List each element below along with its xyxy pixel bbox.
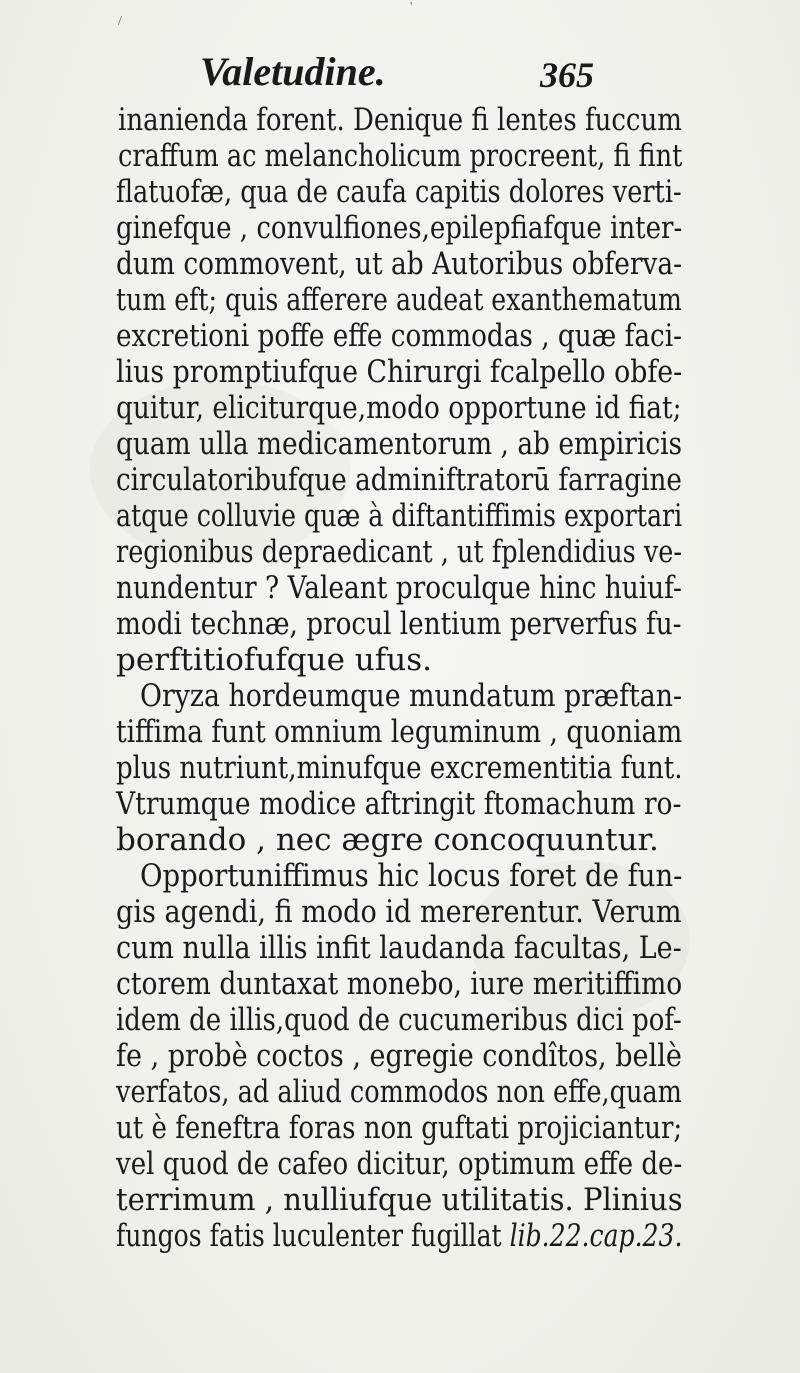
text-line: Vtrumque modice aftringit ftomachum ro- [116,786,682,822]
citation: lib.22.cap.23. [509,1218,683,1254]
text-line: lius promptiufque Chirurgi fcalpello obfe- [116,354,683,390]
text-line: inanienda forent. Denique fi lentes fuccum [118,102,682,138]
text-line: terrimum , nulliufque utilitatis. Plinius [116,1182,683,1218]
text-line: circulatoribufque adminiftratorū farragine [116,462,682,498]
text-line: dum commovent, ut ab Autoribus obferva- [116,246,683,282]
text-line: tiffima funt omnium leguminum , quoniam [116,714,683,750]
text-line: cum nulla illis infit laudanda facultas, Le- [116,930,682,966]
text-line: borando , nec ægre concoquuntur. [116,822,659,858]
text-line: gis agendi, fi modo id mererentur. Verum [116,894,682,930]
text-line: idem de illis,quod de cucumeribus dici pof- [116,1002,682,1038]
text-line: atque colluvie quæ à diftantiffimis exportari [116,498,683,534]
text-line: quam ulla medicamentorum , ab empiricis [116,426,683,462]
text-line: Opportuniffimus hic locus foret de fun- [140,858,683,894]
text-line: fe , probè coctos , egregie condîtos, bellè [116,1038,682,1074]
text-line: quitur, eliciturque,modo opportune id fiat; [116,390,682,426]
text-line: Oryza hordeumque mundatum præftan- [140,678,683,714]
top-tick-mark: ' [410,0,413,15]
page-number: 365 [540,55,594,95]
text-line: nundentur ? Valeant proculque hinc huiuf- [116,570,682,606]
text-line: excretioni poffe effe commodas , quæ faci- [116,318,682,354]
text-line: ginefque , convulfiones,epilepfiafque inter- [116,210,683,246]
text-line: perftitiofufque ufus. [116,642,432,678]
text-line-main: fungos fatis luculenter fugillat [116,1218,510,1254]
text-line: verfatos, ad aliud commodos non effe,quam [116,1074,682,1110]
text-line: ctorem duntaxat monebo, iure meritiffimo [116,966,683,1002]
text-line: ut è feneftra foras non guftati projiciantur; [116,1110,683,1146]
left-tick-mark: / [118,14,122,29]
text-line: craffum ac melancholicum procreent, fi fint [118,138,683,174]
text-line: regionibus depraedicant , ut fplendidius ve- [116,534,682,570]
text-line: flatuofæ, qua de caufa capitis dolores verti- [116,174,682,210]
page-header [0,44,800,104]
text-line-last [116,1216,682,1256]
text-line: modi technæ, procul lentium perverfus fu- [116,606,682,642]
text-line: vel quod de cafeo dicitur, optimum effe de- [116,1146,683,1182]
running-title: Valetudine. [200,49,386,94]
text-line: plus nutriunt,minufque excrementitia funt. [116,750,683,786]
text-line: tum eft; quis afferere audeat exanthematum [116,282,682,318]
